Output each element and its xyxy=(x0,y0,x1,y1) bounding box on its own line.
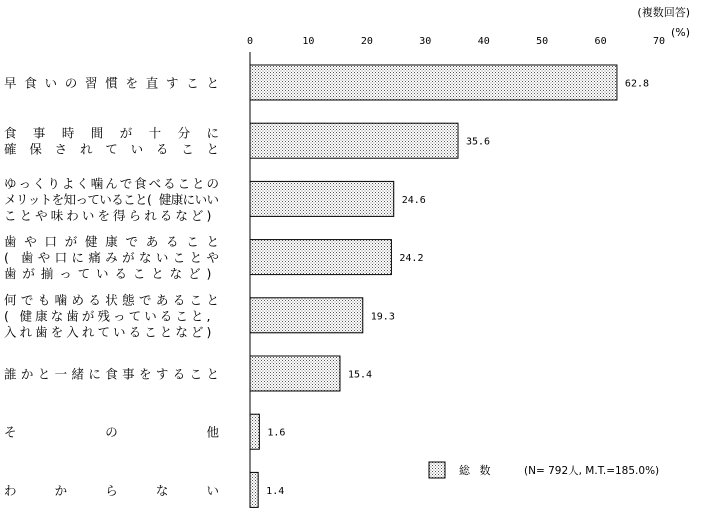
bar xyxy=(250,298,363,333)
x-tick-label: 30 xyxy=(419,36,432,47)
x-tick-label: 20 xyxy=(360,36,373,47)
multiple-answer-note: (複数回答) xyxy=(637,6,690,19)
bar xyxy=(250,181,394,216)
category-label: ゆ っ く り よ く 噛 ん で 食 べ る こ と の xyxy=(4,175,220,191)
x-tick-label: 60 xyxy=(594,36,607,47)
category-labels xyxy=(4,76,220,498)
x-tick-label: 40 xyxy=(477,36,490,47)
category-label: ( 歯 や 口 に 痛 み が な い こ と や xyxy=(4,250,220,266)
x-tick-label: 10 xyxy=(302,36,315,47)
category-label: ( 健 康 な 歯 が 残 っ て い る こ と , xyxy=(4,308,211,324)
legend xyxy=(429,462,659,478)
category-label: 何 で も 噛 め る 状 態 で あ る こ と xyxy=(4,292,220,308)
bar-value-label: 1.4 xyxy=(266,485,285,497)
legend-note: (N= 792人, M.T.=185.0%) xyxy=(524,465,660,477)
bar xyxy=(250,472,258,507)
x-axis-ticks xyxy=(247,36,665,47)
category-label: 歯 や 口 が 健 康 で あ る こ と xyxy=(4,234,220,250)
x-tick-label: 70 xyxy=(652,36,666,47)
bar-value-label: 1.6 xyxy=(267,427,286,439)
bar xyxy=(250,356,340,391)
category-label: そ の 他 xyxy=(4,424,220,440)
bar-value-label: 15.4 xyxy=(347,369,373,381)
category-label: 早 食 い の 習 慣 を 直 す こ と xyxy=(4,75,220,91)
bar-value-label: 19.3 xyxy=(370,311,395,323)
bar xyxy=(250,240,391,275)
category-label: 入 れ 歯 を 入 れ て い る こ と な ど ) xyxy=(4,324,212,340)
legend-swatch xyxy=(429,462,445,478)
bar-value-label: 24.2 xyxy=(399,253,424,265)
bar-value-label: 62.8 xyxy=(624,78,650,90)
bar xyxy=(250,123,458,158)
x-tick-label: 50 xyxy=(536,36,549,47)
legend-label: 総 数 xyxy=(459,464,494,477)
bar-value-label: 35.6 xyxy=(466,136,491,148)
category-label: 食 事 時 間 が 十 分 に xyxy=(4,125,220,141)
bar-value-label: 24.6 xyxy=(401,194,426,206)
bar xyxy=(250,414,259,449)
bar xyxy=(250,65,617,100)
category-label: 誰 か と 一 緒 に 食 事 を す る こ と xyxy=(4,366,220,382)
category-label: 確 保 さ れ て い る こ と xyxy=(4,141,220,157)
category-label: こ と や 味 わ い を 得 ら れ る な ど ) xyxy=(4,207,212,223)
unit-label: (%) xyxy=(670,26,690,39)
x-tick-label: 0 xyxy=(246,36,254,47)
category-label: メリットを知っていること( 健康にいい xyxy=(4,191,220,207)
category-label: 歯 が 揃 っ て い る こ と な ど ) xyxy=(4,266,212,282)
category-label: わ か ら な い xyxy=(4,482,220,498)
bars xyxy=(250,65,649,507)
